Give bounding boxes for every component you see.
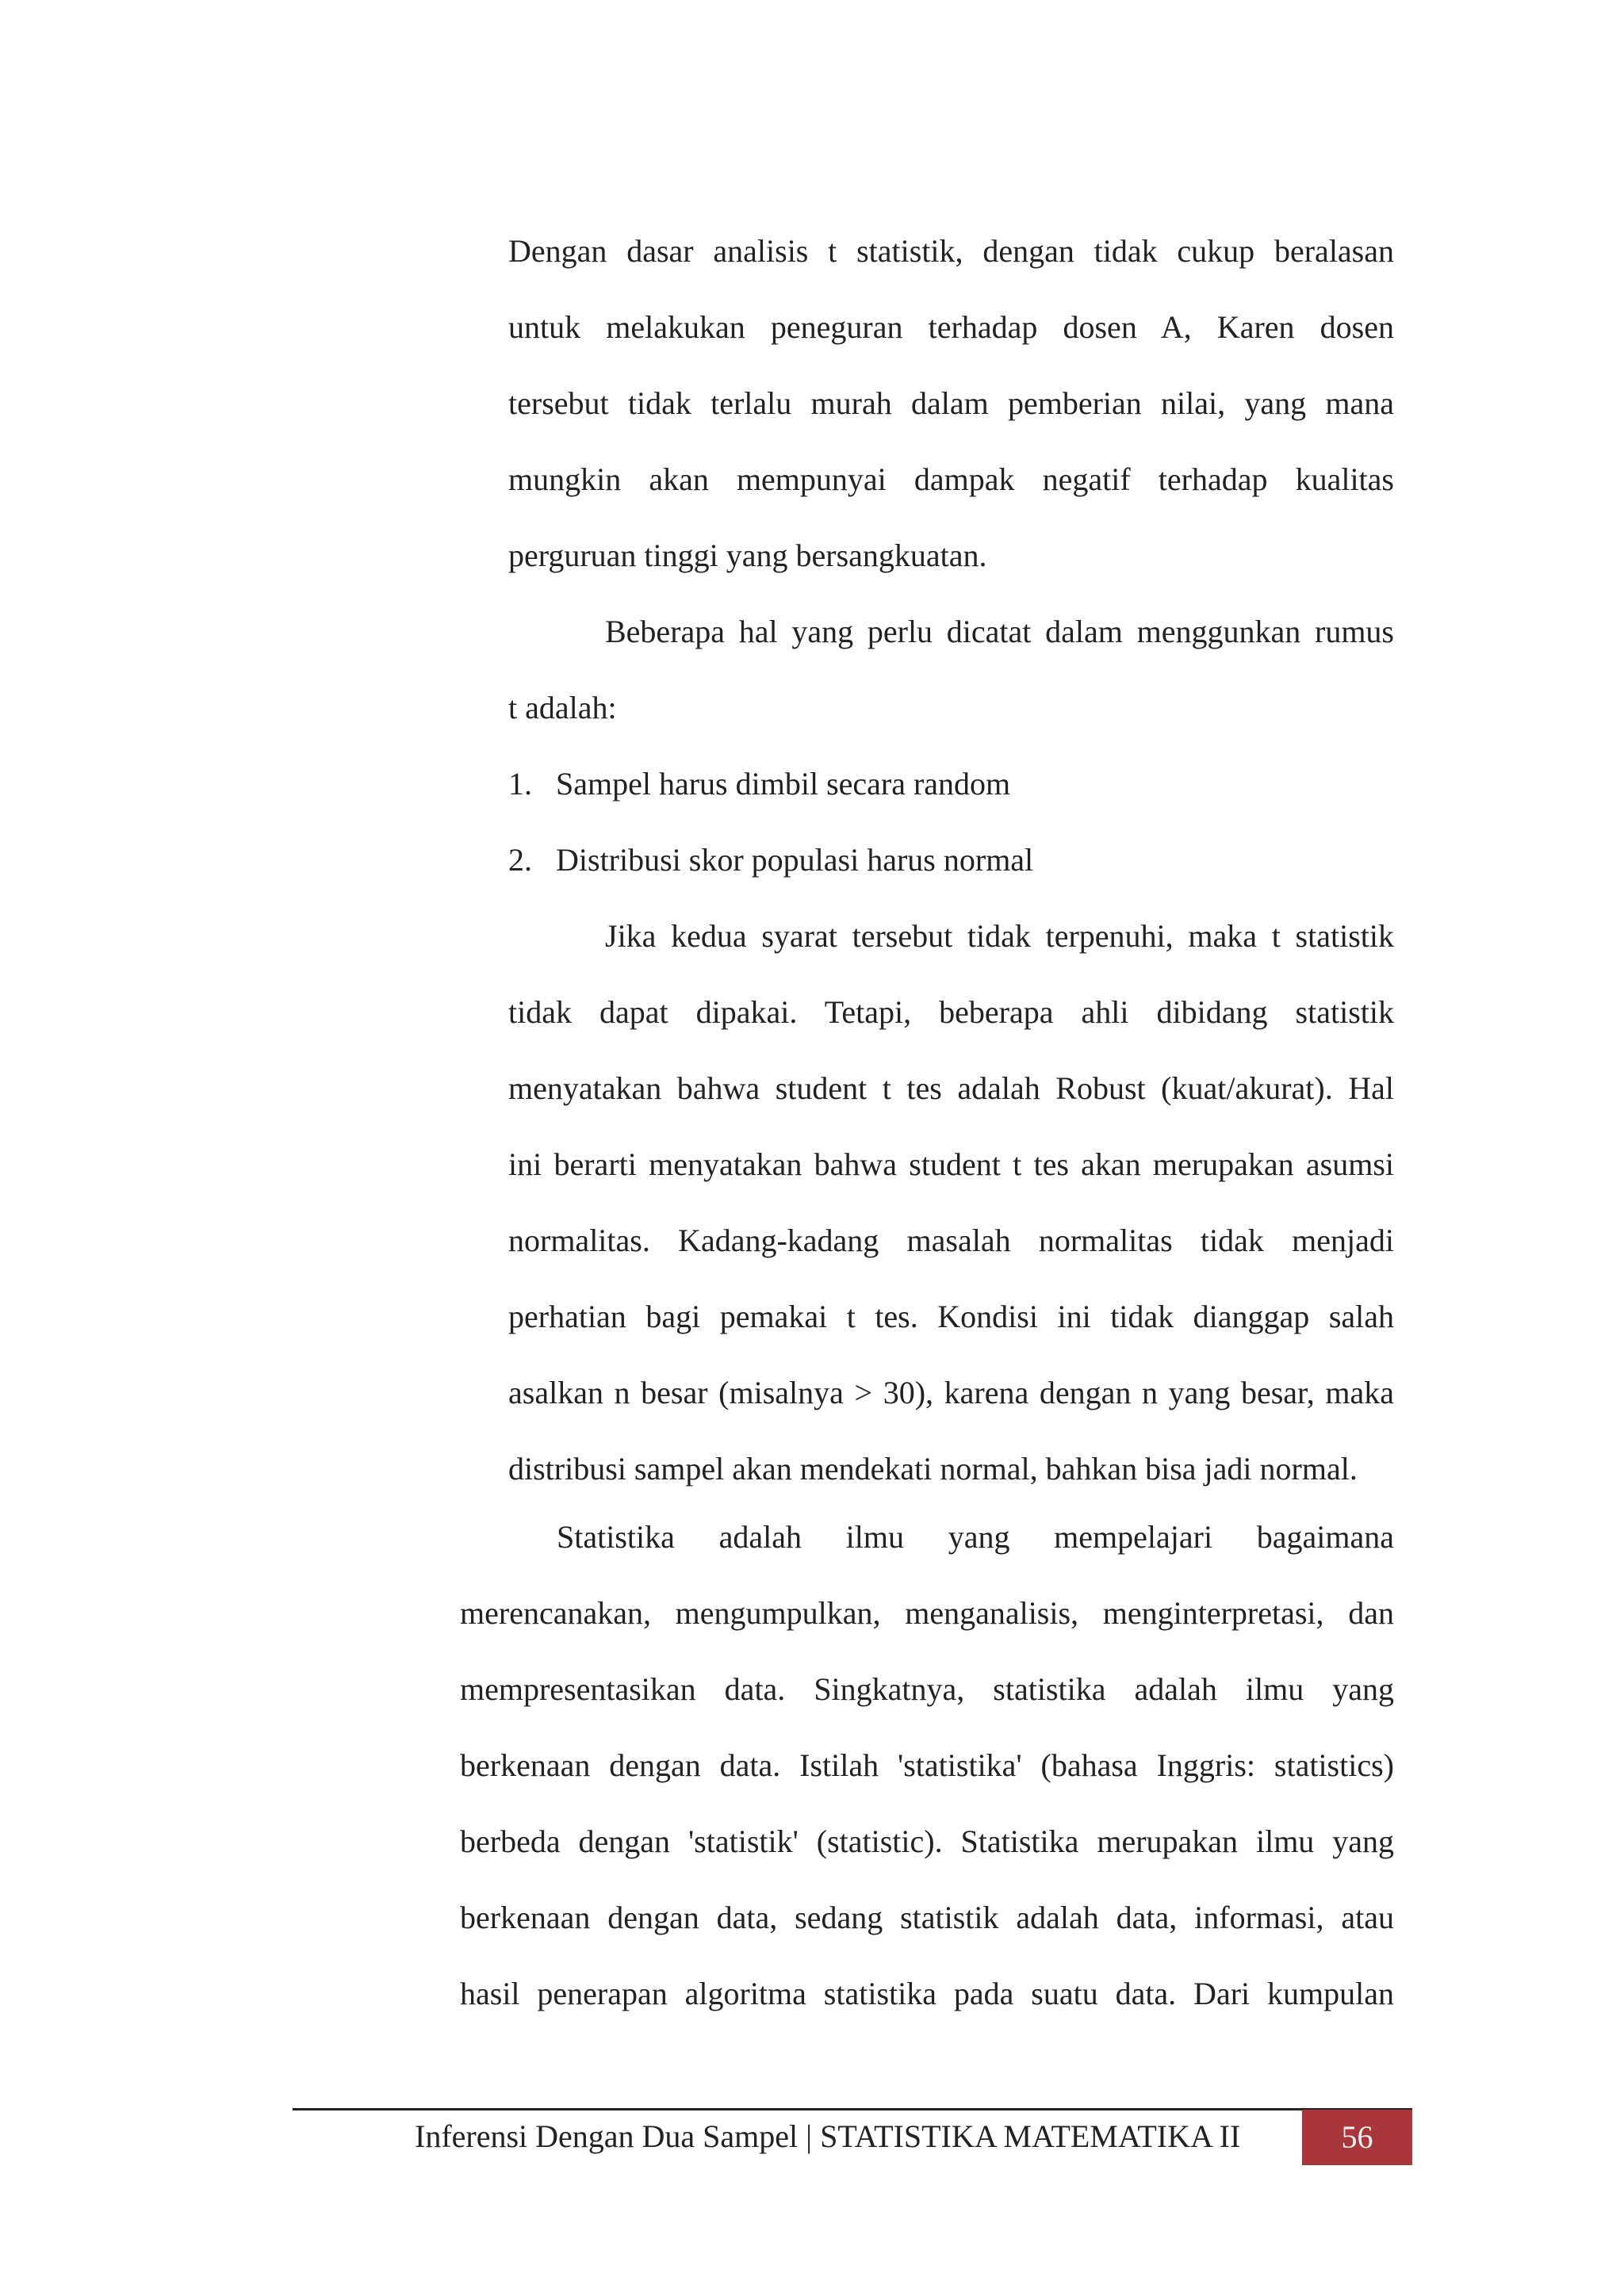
para1-line-4: mungkin akan mempunyai dampak negatif terhadap kualitas <box>508 461 1394 497</box>
para4-line-6: berkenaan dengan data, sedang statistik adalah data, informasi, atau <box>460 1900 1394 1935</box>
para4-line-5: berbeda dengan 'statistik' (statistic). Statistika merupakan ilmu yang <box>460 1823 1394 1859</box>
para1-line-5: perguruan tinggi yang bersangkuatan. <box>508 538 987 573</box>
para3-line-3: menyatakan bahwa student t tes adalah Robust (kuat/akurat). Hal <box>508 1070 1394 1106</box>
para1-line-2: untuk melakukan peneguran terhadap dosen A, Karen dosen <box>508 309 1394 345</box>
para3-line-5: normalitas. Kadang-kadang masalah normalitas tidak menjadi <box>508 1223 1394 1258</box>
para2-line-1: Beberapa hal yang perlu dicatat dalam menggunkan rumus <box>605 614 1394 649</box>
para3-line-1: Jika kedua syarat tersebut tidak terpenuhi, maka t statistik <box>605 918 1394 954</box>
para1-line-3: tersebut tidak terlalu murah dalam pemberian nilai, yang mana <box>508 385 1394 421</box>
list-item-text: Distribusi skor populasi harus normal <box>556 842 1034 878</box>
list-item-number: 2. <box>508 842 532 878</box>
para4-line-3: mempresentasikan data. Singkatnya, statistika adalah ilmu yang <box>460 1671 1394 1707</box>
para4-line-2: merencanakan, mengumpulkan, menganalisis, menginterpretasi, dan <box>460 1595 1394 1631</box>
list-item-text: Sampel harus dimbil secara random <box>556 766 1011 802</box>
para3-line-6: perhatian bagi pemakai t tes. Kondisi ini tidak dianggap salah <box>508 1299 1394 1334</box>
list-item-number: 1. <box>508 766 532 802</box>
para3-line-4: ini berarti menyatakan bahwa student t tes akan merupakan asumsi <box>508 1146 1394 1182</box>
para1-line-1: Dengan dasar analisis t statistik, dengan tidak cukup beralasan <box>508 233 1394 269</box>
page-number: 56 <box>1302 2110 1412 2165</box>
para3-line-8: distribusi sampel akan mendekati normal, bahkan bisa jadi normal. <box>508 1451 1358 1487</box>
para3-line-7: asalkan n besar (misalnya > 30), karena dengan n yang besar, maka <box>508 1375 1394 1410</box>
para4-line-7: hasil penerapan algoritma statistika pada suatu data. Dari kumpulan <box>460 1976 1394 2011</box>
para4-line-1: Statistika adalah ilmu yang mempelajari bagaimana <box>557 1519 1394 1555</box>
footer-title: Inferensi Dengan Dua Sampel | STATISTIKA MATEMATIKA II <box>415 2118 1241 2154</box>
para2-line-2: t adalah: <box>508 690 617 725</box>
para3-line-2: tidak dapat dipakai. Tetapi, beberapa ahli dibidang statistik <box>508 994 1394 1030</box>
footer-divider <box>293 2108 1412 2110</box>
para4-line-4: berkenaan dengan data. Istilah 'statistika' (bahasa Inggris: statistics) <box>460 1747 1394 1783</box>
